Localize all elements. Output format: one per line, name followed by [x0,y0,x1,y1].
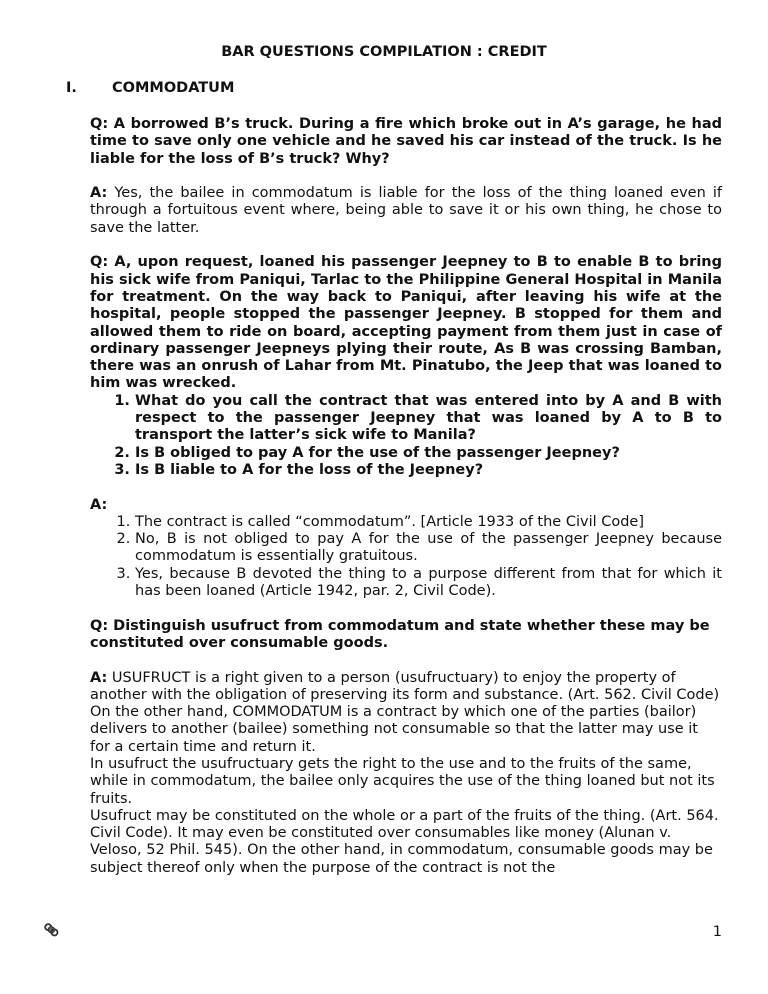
page-number: 1 [712,924,722,940]
answer-item: 2. No, B is not obliged to pay A for the use of the passenger Jeepney because commodatum is essentially gratuitous. [135,531,722,566]
answer-label: A: [90,185,108,202]
document-body [90,116,722,877]
sub-question: 2. Is B obliged to pay A for the use of the passenger Jeepney? [135,445,722,462]
section-title: COMMODATUM [112,80,235,96]
answer-paragraph: On the other hand, COMMODATUM is a contract by which one of the parties (bailor) delivers to another (bailee) something not consumable so that the latter may use it for a certain time and return it. [90,704,698,755]
chain-link-logo-icon [41,918,62,939]
question-1: Q: A borrowed B’s truck. During a fire which broke out in A’s garage, he had time to save only one vehicle and he saved his car instead of the truck. Is he liable for the loss of B’s truck? Why? [90,116,722,167]
answer-text: Yes, the bailee in commodatum is liable for the loss of the thing loaned even if through a fortuitous event where, being able to save it or his own thing, he chose to save the latter. [90,185,722,236]
answer-paragraph: In usufruct the usufructuary gets the right to the use and to the fruits of the same, while in commodatum, the bailee only acquires the use of the thing loaned but not its fruits. [90,755,715,807]
answer-text: USUFRUCT is a right given to a person (usufructuary) to enjoy the property of another with the obligation of preserving its form and substance. (Art. 562. Civil Code) [90,669,720,703]
answer-label: A: [90,669,108,686]
sub-question: 1. What do you call the contract that was entered into by A and B with respect to the passenger Jeepney that was loaned by A to B to transport the latter’s sick wife to Manila? [135,393,722,445]
sub-question: 3. Is B liable to A for the loss of the Jeepney? [135,462,722,479]
answer-2 [90,497,722,601]
answer-paragraph [90,670,722,705]
section-heading [66,80,234,96]
answer-1 [90,185,722,237]
section-number: I. [66,80,77,96]
question-3: Q: Distinguish usufruct from commodatum and state whether these may be constituted over consumable goods. [90,617,710,651]
question-2 [90,254,722,479]
question-text: Q: A, upon request, loaned his passenger Jeepney to B to enable B to bring his sick wife from Paniqui, Tarlac to the Philippine General Hospital in Manila for treatment. On the way back to Paniqui, after leaving his wife at the hospital, people stopped the passenger Jeepney. B stopped for them and allowed them to ride on board, accepting payment from them just in case of ordinary passenger Jeepneys plying their route, As B was crossing Bamban, there was an onrush of Lahar from Mt. Pinatubo, the Jeep that was loaned to him was wrecked. [90,254,722,392]
document-title: BAR QUESTIONS COMPILATION : CREDIT [221,44,547,60]
answer-item: 3. Yes, because B devoted the thing to a purpose different from that for which it has been loaned (Article 1942, par. 2, Civil Code). [135,566,722,601]
answer-3 [90,670,722,878]
sub-question-list [90,393,722,479]
answer-list [90,514,722,600]
answer-paragraph: Usufruct may be constituted on the whole or a part of the fruits of the thing. (Art. 564. Civil Code). It may even be constituted over consumables like money (Alunan v. Veloso, 52 Phil. 545). On the other hand, in commodatum, consumable goods may be subject thereof only when the purpose of the contract is not the [90,807,719,876]
answer-label: A: [90,496,108,513]
answer-item: 1. The contract is called “commodatum”. [Article 1933 of the Civil Code] [135,514,722,531]
